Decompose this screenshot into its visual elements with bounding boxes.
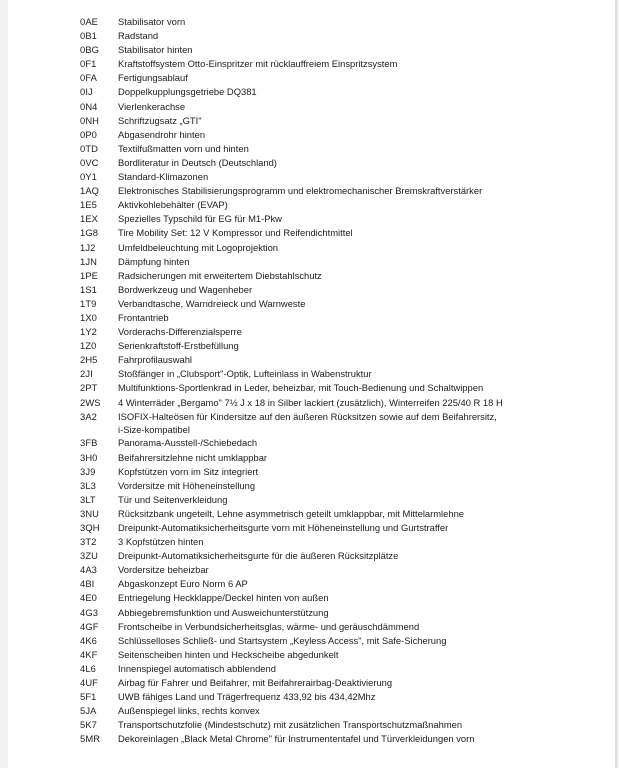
option-description: Standard-Klimazonen (118, 171, 209, 183)
option-code: 4K6 (80, 634, 97, 646)
option-row (80, 493, 600, 507)
option-row (80, 255, 600, 269)
option-description: Vordersitze beheizbar (118, 564, 209, 576)
option-code: 0P0 (80, 128, 97, 140)
option-row (80, 704, 600, 718)
option-description: Spezielles Typschild für EG für M1-Pkw (118, 213, 282, 225)
option-description: Frontscheibe in Verbundsicherheitsglas, wärme- und geräuschdämmend (118, 620, 420, 632)
option-code: 1Z0 (80, 340, 97, 352)
option-description: Bordliteratur in Deutsch (Deutschland) (118, 156, 277, 168)
option-description: Entriegelung Heckklappe/Deckel hinten von außen (118, 592, 329, 604)
option-code: 4GF (80, 620, 99, 632)
option-row (80, 648, 600, 662)
option-description: Aktivkohlebehälter (EVAP) (118, 199, 228, 211)
option-code: 3LT (80, 493, 96, 505)
option-row (80, 212, 600, 226)
option-description: Bordwerkzeug und Wagenheber (118, 283, 253, 295)
option-description: Stabilisator vorn (118, 16, 186, 27)
option-row (80, 410, 600, 437)
option-code: 1E5 (80, 199, 97, 211)
option-code: 1S1 (80, 283, 97, 295)
option-row (80, 591, 600, 605)
option-row (80, 100, 600, 114)
option-row (80, 507, 600, 521)
option-code: 5MR (80, 733, 101, 745)
option-code: 3J9 (80, 465, 96, 477)
option-row (80, 311, 600, 325)
option-code: 3L3 (80, 479, 96, 491)
option-code: 3H0 (80, 451, 98, 463)
option-code: 0BG (80, 44, 100, 56)
option-code: 5K7 (80, 719, 97, 731)
option-code: 1J2 (80, 241, 96, 253)
option-code: 1AQ (80, 185, 100, 197)
option-code: 4E0 (80, 592, 97, 604)
option-code: 2JI (80, 368, 93, 380)
option-description: Panorama-Ausstell-/Schiebedach (118, 437, 258, 449)
option-row (80, 465, 600, 479)
option-description: Abbiegebremsfunktion und Ausweichunterstützung (118, 606, 329, 618)
option-code: 4G3 (80, 606, 99, 618)
option-description: UWB fähiges Land und Trägerfrequenz 433,92 bis 434,42Mhz (118, 691, 376, 703)
option-row (80, 57, 600, 71)
option-row (80, 732, 600, 746)
option-description: Radsicherungen mit erweitertem Diebstahlschutz (118, 269, 322, 281)
option-row (80, 71, 600, 85)
option-code: 3FB (80, 437, 98, 449)
option-description: Fahrprofilauswahl (118, 354, 192, 366)
option-row (80, 634, 600, 648)
option-row (80, 479, 600, 493)
option-code: 1JN (80, 255, 97, 267)
option-description: 4 Winterräder „Bergamo" 7½ J x 18 in Silber lackiert (zusätzlich), Winterreifen 225/40 R 18 H (118, 396, 503, 408)
option-description: ISOFIX-Halteösen für Kindersitze auf den äußeren Rücksitzen sowie auf dem Beifahrersitz, i-Size-kompatibel (118, 410, 497, 436)
option-code: 1Y2 (80, 326, 97, 338)
option-description: Außenspiegel links, rechts konvex (118, 705, 260, 717)
option-code: 5JA (80, 705, 97, 717)
option-code: 2WS (80, 396, 101, 408)
option-row (80, 339, 600, 353)
option-code: 0Y1 (80, 171, 97, 183)
option-code: 0N4 (80, 100, 98, 112)
option-row (80, 676, 600, 690)
option-code: 3A2 (80, 410, 97, 422)
option-row (80, 451, 600, 465)
page-edge (615, 0, 617, 768)
option-row (80, 184, 600, 198)
option-row (80, 43, 600, 57)
option-code: 2H5 (80, 354, 98, 366)
option-row (80, 156, 600, 170)
option-row (80, 367, 600, 381)
option-description: Rücksitzbank ungeteilt, Lehne asymmetrisch geteilt umklappbar, mit Mittelarmlehne (118, 507, 464, 519)
option-row (80, 563, 600, 577)
option-description: Schriftzugsatz „GTI" (118, 114, 202, 126)
option-description: Fertigungsablauf (118, 72, 188, 84)
option-code: 1PE (80, 269, 99, 281)
option-row (80, 662, 600, 676)
option-code: 4KF (80, 648, 98, 660)
option-code: 0NH (80, 114, 100, 126)
option-description: Dreipunkt-Automatiksicherheitsgurte vorn mit Höheneinstellung und Gurtstraffer (118, 522, 449, 533)
option-description: Dämpfung hinten (118, 255, 190, 267)
option-description: Radstand (118, 30, 159, 42)
option-code-list (80, 15, 600, 747)
option-code: 0F1 (80, 58, 97, 70)
option-code: 4L6 (80, 662, 96, 674)
option-description: Multifunktions-Sportlenkrad in Leder, beheizbar, mit Touch-Bedienung und Schaltwippen (118, 382, 484, 394)
option-row (80, 29, 600, 43)
option-row (80, 142, 600, 156)
option-code: 3T2 (80, 536, 97, 548)
option-description: Dreipunkt-Automatiksicherheitsgurte für die äußeren Rücksitzplätze (118, 550, 399, 562)
option-row (80, 549, 600, 563)
option-code: 1G8 (80, 227, 99, 239)
option-description: Kopfstützen vorn im Sitz integriert (118, 465, 259, 477)
option-row (80, 535, 600, 549)
option-row (80, 128, 600, 142)
option-description: Tür und Seitenverkleidung (118, 493, 228, 505)
option-description: Tire Mobility Set: 12 V Kompressor und Reifendichtmittel (118, 227, 353, 239)
option-row (80, 396, 600, 410)
option-description: Abgaskonzept Euro Norm 6 AP (118, 578, 248, 590)
option-row (80, 15, 600, 29)
option-row (80, 690, 600, 704)
option-code: 0B1 (80, 30, 97, 42)
option-description: Dekoreinlagen „Black Metal Chrome" für Instrumententafel und Türverkleidungen vorn (118, 733, 475, 745)
option-description: Kraftstoffsystem Otto-Einspritzer mit rücklauffreiem Einspritzsystem (118, 58, 398, 70)
option-description: Stoßfänger in „Clubsport"-Optik, Lufteinlass in Wabenstruktur (118, 368, 372, 380)
option-code: 3NU (80, 507, 100, 519)
option-description: Umfeldbeleuchtung mit Logoprojektion (118, 241, 278, 253)
option-description: Frontantrieb (118, 311, 169, 323)
option-code: 0FA (80, 72, 97, 84)
option-row (80, 436, 600, 450)
option-description: Beifahrersitzlehne nicht umklappbar (118, 451, 268, 463)
option-row (80, 226, 600, 240)
option-code: 1T9 (80, 297, 97, 309)
option-code: 4A3 (80, 564, 97, 576)
option-row (80, 353, 600, 367)
option-code: 1EX (80, 213, 99, 225)
option-row (80, 170, 600, 184)
option-code: 3ZU (80, 550, 99, 562)
option-row (80, 577, 600, 591)
option-description: 3 Kopfstützen hinten (118, 536, 204, 548)
option-code: 4BI (80, 578, 95, 590)
option-description: Textilfußmatten vorn und hinten (118, 142, 249, 154)
document-page (8, 0, 617, 768)
option-description: Schlüsselloses Schließ- und Startsystem „Keyless Access", mit Safe-Sicherung (118, 634, 447, 646)
option-row (80, 718, 600, 732)
option-description: Transportschutzfolie (Mindestschutz) mit zusätzlichen Transportschutzmaßnahmen (118, 719, 463, 731)
option-row (80, 241, 600, 255)
option-description: Verbandtasche, Warndreieck und Warnweste (118, 297, 306, 309)
option-description: Elektronisches Stabilisierungsprogramm und elektromechanischer Bremskraftverstärker (118, 185, 483, 197)
option-row (80, 283, 600, 297)
option-row (80, 198, 600, 212)
option-row (80, 381, 600, 395)
option-row (80, 269, 600, 283)
option-row (80, 297, 600, 311)
option-row (80, 606, 600, 620)
option-description: Vordersitze mit Höheneinstellung (118, 479, 256, 491)
option-row (80, 620, 600, 634)
option-row (80, 325, 600, 339)
option-code: 1X0 (80, 311, 97, 323)
option-description: Airbag für Fahrer und Beifahrer, mit Beifahrerairbag-Deaktivierung (118, 677, 393, 689)
option-description: Seitenscheiben hinten und Heckscheibe abgedunkelt (118, 648, 339, 660)
option-description: Stabilisator hinten (118, 44, 193, 56)
option-description: Abgasendrohr hinten (118, 128, 206, 140)
option-code: 0TD (80, 142, 99, 154)
option-description: Vierlenkerachse (118, 100, 186, 112)
option-code: 0VC (80, 156, 99, 168)
option-description: Vorderachs-Differenzialsperre (118, 326, 242, 338)
option-code: 4UF (80, 677, 99, 689)
option-description: Doppelkupplungsgetriebe DQ381 (118, 86, 257, 98)
option-code: 5F1 (80, 691, 97, 703)
option-code: 0AE (80, 16, 99, 27)
option-row (80, 521, 600, 535)
option-code: 0IJ (80, 86, 93, 98)
option-row (80, 85, 600, 99)
option-description: Serienkraftstoff-Erstbefüllung (118, 340, 239, 352)
option-description: Innenspiegel automatisch abblendend (118, 662, 276, 674)
option-code: 2PT (80, 382, 98, 394)
option-row (80, 114, 600, 128)
option-code: 3QH (80, 522, 100, 533)
